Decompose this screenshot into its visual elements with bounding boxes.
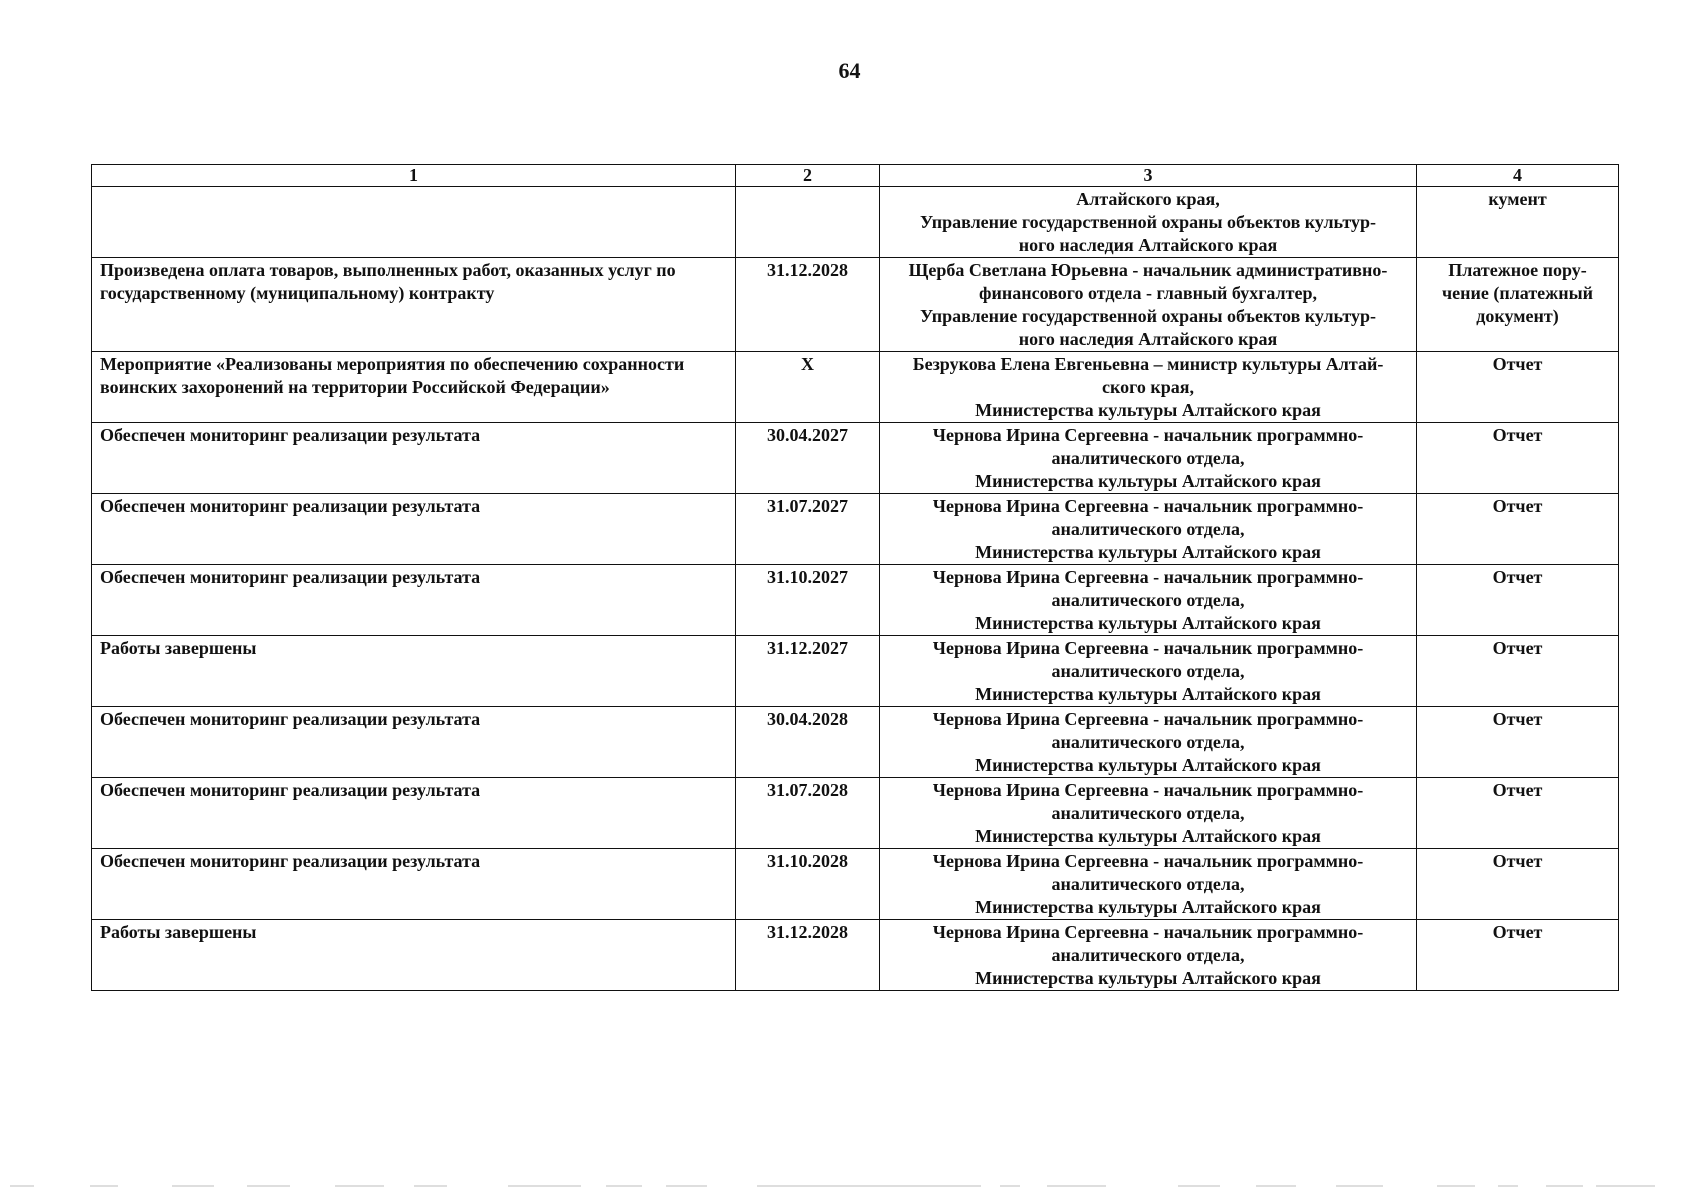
responsible-person-cell-line: Управление государственной охраны объектов культур- [919, 306, 1376, 326]
header-col-2: 2 [736, 165, 880, 187]
page-number: 64 [838, 58, 861, 83]
result-description-cell [92, 565, 736, 636]
responsible-person-cell-line: Министерства культуры Алтайского края [975, 471, 1321, 491]
table-row [92, 423, 1619, 494]
responsible-person-cell-line: Чернова Ирина Сергеевна - начальник программно- [932, 851, 1364, 871]
result-description-cell-line: Обеспечен мониторинг реализации результата [100, 780, 481, 800]
responsible-person-cell-line: Министерства культуры Алтайского края [975, 684, 1321, 704]
responsible-person-cell-line: ного наследия Алтайского края [1018, 235, 1278, 255]
result-description-cell [92, 258, 736, 352]
responsible-person-cell-line: Управление государственной охраны объектов культур- [919, 212, 1376, 232]
document-type-cell-line: Платежное пору- [1448, 260, 1587, 280]
responsible-person-cell-line: Министерства культуры Алтайского края [975, 755, 1321, 775]
responsible-person-cell [880, 423, 1417, 494]
responsible-person-cell-line: Чернова Ирина Сергеевна - начальник программно- [932, 425, 1364, 445]
document-type-cell [1417, 920, 1619, 991]
responsible-person-cell-line: Чернова Ирина Сергеевна - начальник программно- [932, 709, 1364, 729]
responsible-person-cell [880, 636, 1417, 707]
responsible-person-cell-line: ского края, [1102, 377, 1194, 397]
responsible-person-cell-line: Министерства культуры Алтайского края [975, 968, 1321, 988]
responsible-person-cell-line: Безрукова Елена Евгеньевна – министр культуры Алтай- [912, 354, 1384, 374]
deadline-cell: 31.07.2027 [736, 494, 880, 565]
responsible-person-cell-line: аналитического отдела, [1051, 519, 1245, 539]
result-description-cell-line: Работы завершены [100, 638, 257, 658]
responsible-person-cell [880, 352, 1417, 423]
result-description-cell-line: Обеспечен мониторинг реализации результата [100, 425, 481, 445]
responsible-person-cell [880, 565, 1417, 636]
document-type-cell [1417, 636, 1619, 707]
table-row [92, 636, 1619, 707]
document-type-cell-line: Отчет [1492, 851, 1543, 871]
table-row [92, 258, 1619, 352]
table-row [92, 707, 1619, 778]
responsible-person-cell-line: Чернова Ирина Сергеевна - начальник программно- [932, 496, 1364, 516]
responsible-person-cell-line: Министерства культуры Алтайского края [975, 897, 1321, 917]
responsible-person-cell-line: ного наследия Алтайского края [1018, 329, 1278, 349]
document-type-cell [1417, 258, 1619, 352]
responsible-person-cell-line: Министерства культуры Алтайского края [975, 613, 1321, 633]
result-description-cell [92, 423, 736, 494]
responsible-person-cell [880, 849, 1417, 920]
responsible-person-cell-line: Чернова Ирина Сергеевна - начальник программно- [932, 922, 1364, 942]
responsible-person-cell [880, 187, 1417, 258]
table-row [92, 352, 1619, 423]
responsible-person-cell-line: Министерства культуры Алтайского края [975, 542, 1321, 562]
document-type-cell-line: документ) [1476, 306, 1559, 326]
document-type-cell [1417, 778, 1619, 849]
responsible-person-cell [880, 258, 1417, 352]
result-description-cell-line: Обеспечен мониторинг реализации результата [100, 851, 481, 871]
responsible-person-cell [880, 920, 1417, 991]
header-col-4: 4 [1417, 165, 1619, 187]
responsible-person-cell-line: Чернова Ирина Сергеевна - начальник программно- [932, 567, 1364, 587]
responsible-person-cell-line: Министерства культуры Алтайского края [975, 826, 1321, 846]
result-description-cell [92, 494, 736, 565]
document-type-cell-line: Отчет [1492, 922, 1543, 942]
responsible-person-cell-line: Министерства культуры Алтайского края [975, 400, 1321, 420]
document-type-cell-line: Отчет [1492, 354, 1543, 374]
deadline-cell: 31.07.2028 [736, 778, 880, 849]
deadline-cell: 30.04.2028 [736, 707, 880, 778]
result-description-cell-line: Обеспечен мониторинг реализации результата [100, 709, 481, 729]
table-row [92, 920, 1619, 991]
document-type-cell-line: Отчет [1492, 780, 1543, 800]
responsible-person-cell-line: аналитического отдела, [1051, 874, 1245, 894]
result-description-cell-line: Мероприятие «Реализованы мероприятия по обеспечению сохранности [100, 354, 685, 374]
table-row [92, 187, 1619, 258]
responsible-person-cell-line: аналитического отдела, [1051, 732, 1245, 752]
result-description-cell-line: Произведена оплата товаров, выполненных работ, оказанных услуг по [100, 260, 676, 280]
responsible-person-cell-line: аналитического отдела, [1051, 661, 1245, 681]
table-body [92, 165, 1619, 991]
responsible-person-cell-line: аналитического отдела, [1051, 945, 1245, 965]
deadline-cell [736, 187, 880, 258]
result-description-cell [92, 849, 736, 920]
scan-artifact [0, 1183, 1699, 1189]
result-description-cell-line: Обеспечен мониторинг реализации результата [100, 567, 481, 587]
schedule-table [91, 164, 1619, 991]
result-description-cell [92, 187, 736, 258]
document-type-cell-line: Отчет [1492, 425, 1543, 445]
document-type-cell-line: кумент [1488, 189, 1547, 209]
responsible-person-cell-line: Алтайского края, [1076, 189, 1220, 209]
responsible-person-cell-line: аналитического отдела, [1051, 590, 1245, 610]
document-type-cell [1417, 849, 1619, 920]
document-type-cell-line: Отчет [1492, 638, 1543, 658]
responsible-person-cell-line: финансового отдела - главный бухгалтер, [979, 283, 1317, 303]
responsible-person-cell-line: Чернова Ирина Сергеевна - начальник программно- [932, 638, 1364, 658]
result-description-cell-line: Обеспечен мониторинг реализации результата [100, 496, 481, 516]
table-row [92, 778, 1619, 849]
document-type-cell [1417, 494, 1619, 565]
table-row [92, 565, 1619, 636]
responsible-person-cell-line: Щерба Светлана Юрьевна - начальник административно- [908, 260, 1388, 280]
responsible-person-cell [880, 707, 1417, 778]
table-row [92, 494, 1619, 565]
document-type-cell [1417, 707, 1619, 778]
responsible-person-cell [880, 778, 1417, 849]
table-row [92, 849, 1619, 920]
document-type-cell-line: Отчет [1492, 567, 1543, 587]
result-description-cell [92, 778, 736, 849]
deadline-cell: 31.10.2028 [736, 849, 880, 920]
header-row [92, 165, 1619, 187]
deadline-cell: 31.12.2028 [736, 920, 880, 991]
deadline-cell: 31.10.2027 [736, 565, 880, 636]
responsible-person-cell-line: Чернова Ирина Сергеевна - начальник программно- [932, 780, 1364, 800]
result-description-cell [92, 636, 736, 707]
responsible-person-cell-line: аналитического отдела, [1051, 448, 1245, 468]
deadline-cell: 31.12.2027 [736, 636, 880, 707]
deadline-cell: 31.12.2028 [736, 258, 880, 352]
result-description-cell-line: Работы завершены [100, 922, 257, 942]
responsible-person-cell [880, 494, 1417, 565]
result-description-cell-line: воинских захоронений на территории Российской Федерации» [100, 377, 610, 397]
document-type-cell-line: Отчет [1492, 496, 1543, 516]
result-description-cell [92, 920, 736, 991]
header-col-3: 3 [880, 165, 1417, 187]
responsible-person-cell-line: аналитического отдела, [1051, 803, 1245, 823]
result-description-cell [92, 707, 736, 778]
document-type-cell [1417, 352, 1619, 423]
result-description-cell [92, 352, 736, 423]
document-type-cell [1417, 565, 1619, 636]
deadline-cell: X [736, 352, 880, 423]
document-type-cell [1417, 423, 1619, 494]
document-type-cell-line: Отчет [1492, 709, 1543, 729]
result-description-cell-line: государственному (муниципальному) контракту [100, 283, 495, 303]
header-col-1: 1 [92, 165, 736, 187]
document-type-cell [1417, 187, 1619, 258]
document-type-cell-line: чение (платежный [1441, 283, 1594, 303]
deadline-cell: 30.04.2027 [736, 423, 880, 494]
